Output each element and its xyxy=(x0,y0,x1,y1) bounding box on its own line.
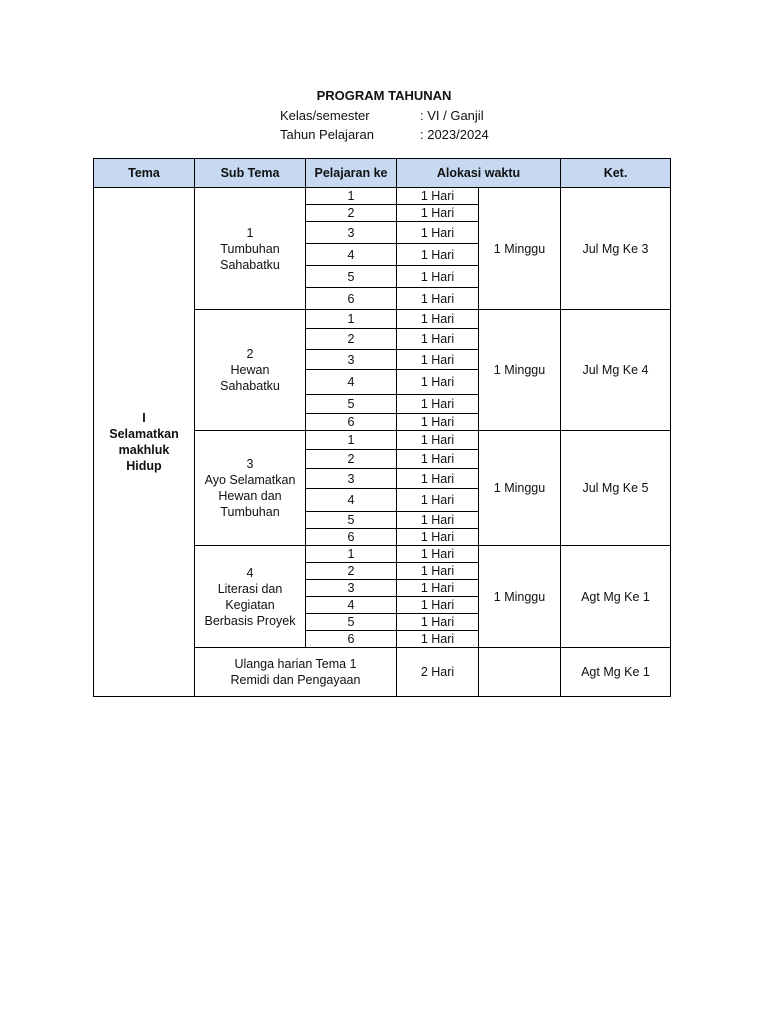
header-sub-tema: Sub Tema xyxy=(195,159,306,188)
subtema-number: 2 xyxy=(246,347,254,361)
ket-cell: Jul Mg Ke 5 xyxy=(561,431,671,546)
lesson-days: 1 Hari xyxy=(397,512,479,529)
lesson-number: 6 xyxy=(306,631,397,648)
header-alokasi-waktu: Alokasi waktu xyxy=(397,159,561,188)
tahun-label: Tahun Pelajaran xyxy=(280,127,374,142)
ket-cell: Jul Mg Ke 4 xyxy=(561,310,671,431)
summary-activity-cell xyxy=(195,648,397,697)
subtema-line: Tumbuhan xyxy=(220,505,280,519)
lesson-number: 1 xyxy=(306,431,397,450)
lesson-days: 1 Hari xyxy=(397,310,479,329)
lesson-number: 5 xyxy=(306,395,397,414)
subtema-cell xyxy=(195,431,306,546)
lesson-number: 2 xyxy=(306,205,397,222)
lesson-days: 1 Hari xyxy=(397,350,479,370)
lesson-days: 1 Hari xyxy=(397,414,479,431)
lesson-days: 1 Hari xyxy=(397,580,479,597)
lesson-number: 3 xyxy=(306,469,397,489)
subtema-cell xyxy=(195,546,306,648)
subtema-cell xyxy=(195,310,306,431)
lesson-number: 3 xyxy=(306,222,397,244)
subtema-line: Sahabatku xyxy=(220,379,280,393)
lesson-days: 1 Hari xyxy=(397,597,479,614)
lesson-days: 1 Hari xyxy=(397,563,479,580)
table-row xyxy=(94,188,671,205)
document-title: PROGRAM TAHUNAN xyxy=(316,88,452,103)
lesson-days: 1 Hari xyxy=(397,631,479,648)
lesson-number: 5 xyxy=(306,512,397,529)
lesson-number: 1 xyxy=(306,546,397,563)
subtema-line: Kegiatan xyxy=(225,597,275,612)
subtema-line: Hewan dan xyxy=(218,489,282,503)
lesson-number: 3 xyxy=(306,350,397,370)
header-tema: Tema xyxy=(94,159,195,188)
summary-activity-line: Ulanga harian Tema 1 xyxy=(234,657,357,671)
subtema-cell xyxy=(195,188,306,310)
summary-ket: Agt Mg Ke 1 xyxy=(561,648,671,697)
lesson-number: 2 xyxy=(306,563,397,580)
subtema-line: Berbasis Proyek xyxy=(204,613,296,628)
subtema-line: Hewan xyxy=(230,363,270,377)
lesson-number: 2 xyxy=(306,329,397,350)
lesson-number: 4 xyxy=(306,489,397,512)
lesson-days: 1 Hari xyxy=(397,546,479,563)
subtema-number: 4 xyxy=(246,565,254,580)
lesson-days: 1 Hari xyxy=(397,450,479,469)
lesson-days: 1 Hari xyxy=(397,395,479,414)
lesson-number: 4 xyxy=(306,244,397,266)
lesson-days: 1 Hari xyxy=(397,614,479,631)
lesson-number: 4 xyxy=(306,370,397,395)
tema-line: Selamatkan xyxy=(109,427,179,441)
lesson-number: 3 xyxy=(306,580,397,597)
tema-cell xyxy=(94,188,195,697)
subtema-line: Ayo Selamatkan xyxy=(204,473,296,487)
header-ket: Ket. xyxy=(561,159,671,188)
summary-week xyxy=(479,648,561,697)
week-cell: 1 Minggu xyxy=(479,431,561,546)
lesson-number: 5 xyxy=(306,614,397,631)
lesson-number: 5 xyxy=(306,266,397,288)
lesson-number: 6 xyxy=(306,414,397,431)
lesson-days: 1 Hari xyxy=(397,244,479,266)
tema-line: Hidup xyxy=(126,459,162,473)
lesson-days: 1 Hari xyxy=(397,431,479,450)
lesson-days: 1 Hari xyxy=(397,329,479,350)
summary-days: 2 Hari xyxy=(397,648,479,697)
tema-line: makhluk xyxy=(118,443,170,457)
subtema-line: Sahabatku xyxy=(220,257,280,272)
header-pelajaran-ke: Pelajaran ke xyxy=(306,159,397,188)
ket-cell: Jul Mg Ke 3 xyxy=(561,188,671,310)
lesson-days: 1 Hari xyxy=(397,288,479,310)
subtema-number: 3 xyxy=(246,457,254,471)
lesson-days: 1 Hari xyxy=(397,469,479,489)
lesson-days: 1 Hari xyxy=(397,370,479,395)
tahun-value: : 2023/2024 xyxy=(420,127,489,142)
subtema-number: 1 xyxy=(246,225,254,240)
lesson-days: 1 Hari xyxy=(397,266,479,288)
lesson-days: 1 Hari xyxy=(397,489,479,512)
week-cell: 1 Minggu xyxy=(479,546,561,648)
subtema-line: Tumbuhan xyxy=(220,241,280,256)
kelas-value: : VI / Ganjil xyxy=(420,108,484,123)
tema-number: I xyxy=(142,411,146,425)
lesson-days: 1 Hari xyxy=(397,222,479,244)
lesson-number: 6 xyxy=(306,529,397,546)
table-header-row xyxy=(94,159,671,188)
lesson-number: 2 xyxy=(306,450,397,469)
week-cell: 1 Minggu xyxy=(479,188,561,310)
lesson-days: 1 Hari xyxy=(397,205,479,222)
lesson-number: 1 xyxy=(306,310,397,329)
program-table xyxy=(93,158,671,697)
lesson-days: 1 Hari xyxy=(397,529,479,546)
ket-cell: Agt Mg Ke 1 xyxy=(561,546,671,648)
week-cell: 1 Minggu xyxy=(479,310,561,431)
lesson-number: 4 xyxy=(306,597,397,614)
lesson-days: 1 Hari xyxy=(397,188,479,205)
subtema-line: Literasi dan xyxy=(217,581,283,596)
summary-activity-line: Remidi dan Pengayaan xyxy=(230,673,361,687)
lesson-number: 1 xyxy=(306,188,397,205)
lesson-number: 6 xyxy=(306,288,397,310)
kelas-label: Kelas/semester xyxy=(280,108,370,123)
